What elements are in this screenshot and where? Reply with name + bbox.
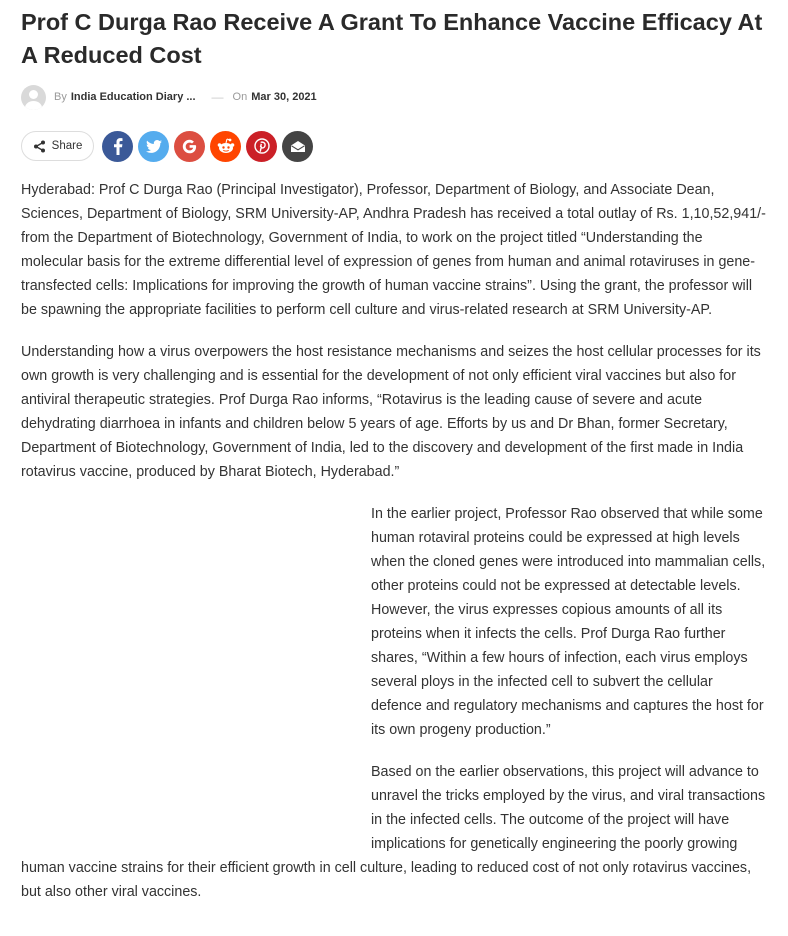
meta-separator: — — [211, 90, 224, 104]
ad-placeholder — [21, 502, 371, 835]
share-button[interactable] — [21, 131, 94, 161]
facebook-share-button[interactable] — [102, 131, 133, 162]
article-paragraph-1: Hyderabad: Prof C Durga Rao (Principal Investigator), Professor, Department of Biology, and Associate Dean, Sciences, Department of Biology, SRM University-AP, Andhra Pradesh has received a total outlay of Rs. 1,10,52,941/- from the Department of Biotechnology, Government of India, to work on the project titled “Understanding the molecular basis for the extreme differential level of expression of genes from human and animal rotaviruses in gene-transfected cells: Implications for improving the growth of human vaccine strains”. Using the grant, the professor will be spawning the appropriate facilities to perform cell culture and virus-related research at SRM University-AP. — [21, 182, 766, 318]
by-label: By — [54, 91, 67, 103]
post-date: Mar 30, 2021 — [251, 91, 317, 103]
share-bar — [21, 130, 313, 162]
pinterest-icon — [254, 138, 270, 154]
article-paragraph-4: Based on the earlier observations, this project will advance to unravel the tricks employed by the virus, and viral transactions in the infected cells. The outcome of the project will have implications for genetically engineering the poorly growing human vaccine strains for their efficient growth in cell culture, leading to reduced cost of not only rotavirus vaccines, but also other viral vaccines. — [21, 764, 766, 900]
article-body — [21, 178, 767, 922]
author-link[interactable]: India Education Diary ... — [70, 91, 196, 103]
email-share-button[interactable] — [282, 131, 313, 162]
email-icon — [290, 140, 306, 153]
share-label: Share — [51, 140, 83, 152]
article-meta — [21, 84, 317, 110]
google-icon — [182, 139, 197, 154]
reddit-share-button[interactable] — [210, 131, 241, 162]
pinterest-share-button[interactable] — [246, 131, 277, 162]
on-label: On — [232, 91, 248, 103]
share-icon — [33, 140, 46, 153]
article-paragraph-2: Understanding how a virus overpowers the host resistance mechanisms and seizes the host cellular processes for its own growth is very challenging and is essential for the development of not only efficient viral vaccines but also for antiviral therapeutic strategies. Prof Durga Rao informs, “Rotavirus is the leading cause of severe and acute dehydrating diarrhoea in infants and children below 5 years of age. Efforts by us and Dr Bhan, former Secretary, Department of Biotechnology, Government of India, led to the discovery and development of the first made in India rotavirus vaccine, produced by Bharat Biotech, Hyderabad.” — [21, 344, 761, 480]
article-paragraph-3: In the earlier project, Professor Rao observed that while some human rotaviral proteins could be expressed at high levels when the cloned genes were introduced into mammalian cells, other proteins could not be expressed at detectable levels. However, the virus expresses copious amounts of all its proteins when it infects the cells. Prof Durga Rao further shares, “Within a few hours of infection, each virus employs several ploys in the infected cell to subvert the cellular defence and regulatory mechanisms and captures the host for its own progeny production.” — [371, 506, 766, 738]
twitter-icon — [146, 140, 162, 153]
avatar[interactable] — [21, 85, 46, 110]
facebook-icon — [113, 138, 123, 155]
article-title: Prof C Durga Rao Receive A Grant To Enhance Vaccine Efficacy At A Reduced Cost — [21, 9, 763, 68]
twitter-share-button[interactable] — [138, 131, 169, 162]
google-share-button[interactable] — [174, 131, 205, 162]
reddit-icon — [217, 138, 235, 154]
